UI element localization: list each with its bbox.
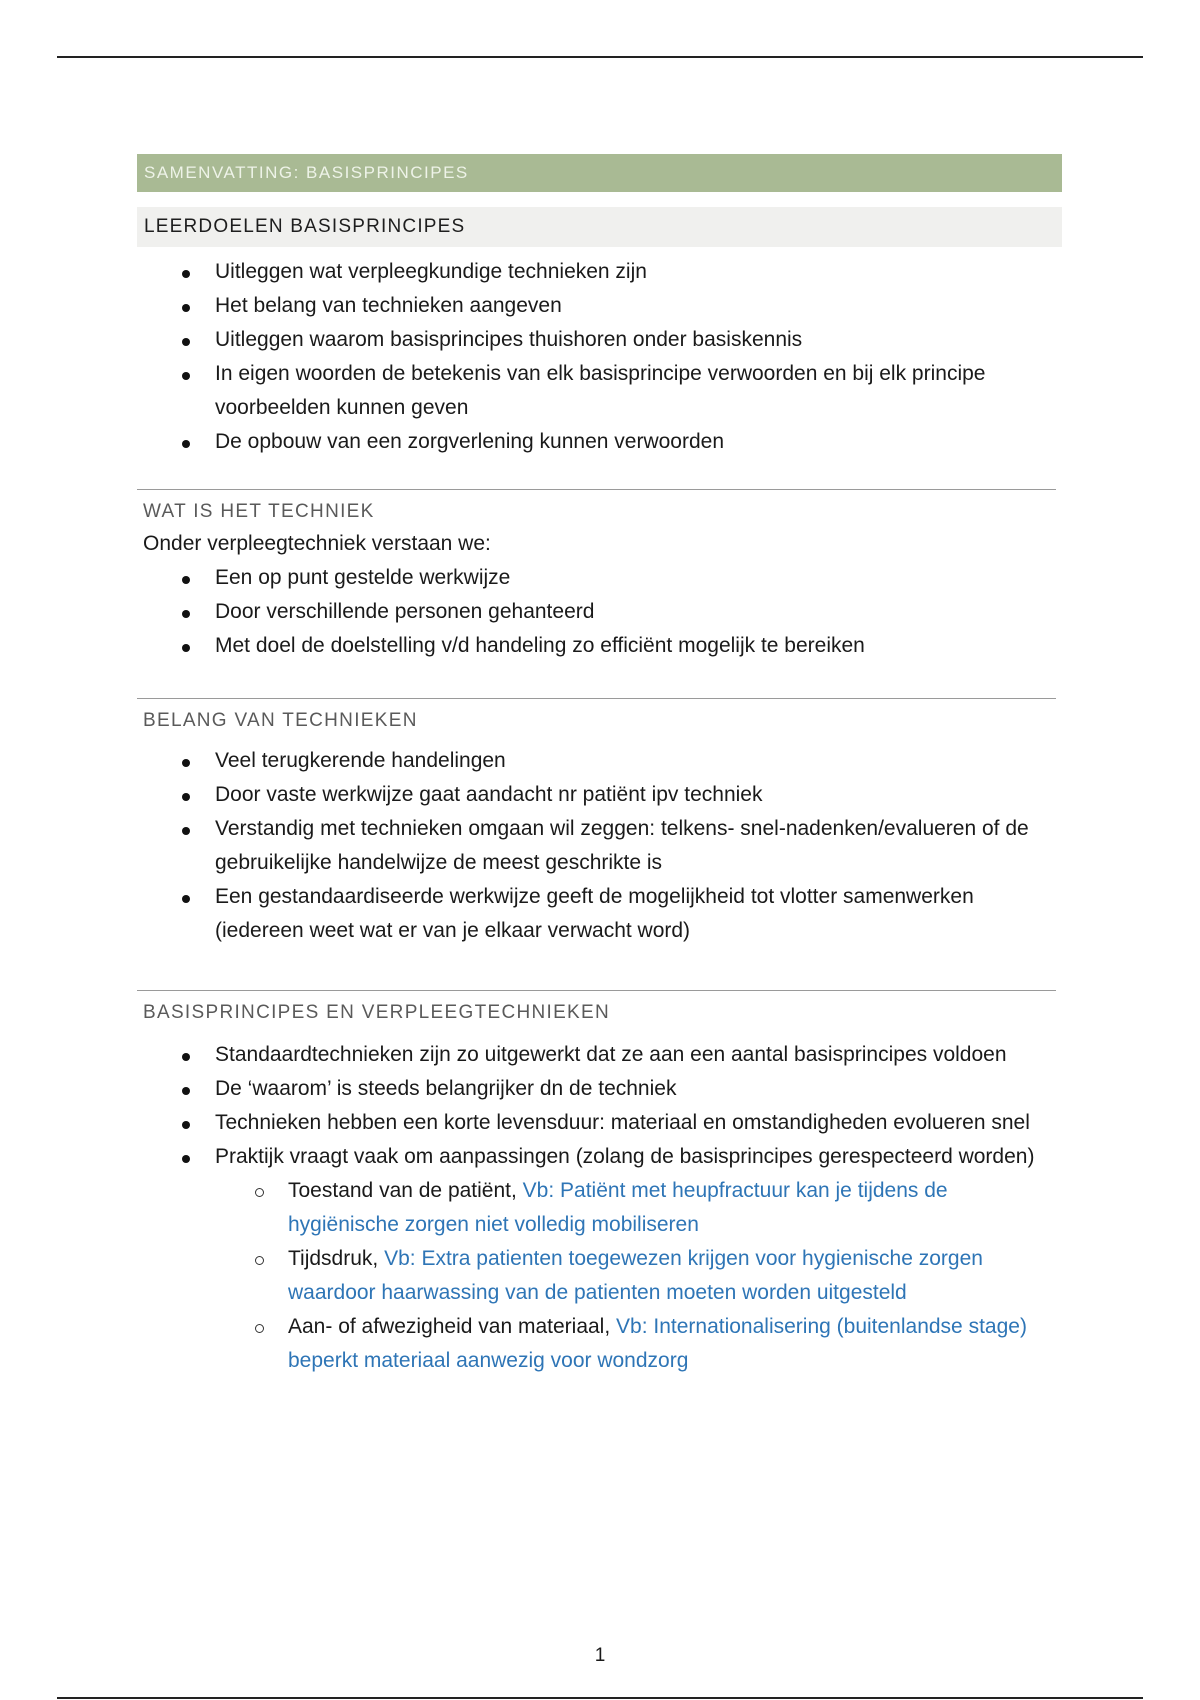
bullet-icon [182,304,190,312]
section-heading-basis: BASISPRINCIPES EN VERPLEEGTECHNIEKEN [143,1002,611,1023]
bullet-icon [182,372,190,380]
document-body [137,154,1062,1378]
list-item-text: De opbouw van een zorgverlening kunnen verwoorden [215,430,725,453]
footer-rule [57,1697,1143,1699]
basis-list [137,1038,1062,1378]
bullet-icon [182,576,190,584]
list-item [137,255,1062,289]
sub-item-example: Vb: Patiënt met heupfractuur kan je tijdens de hygiënische zorgen niet volledig mobiliseren [288,1179,948,1236]
list-item-text: De ‘waarom’ is steeds belangrijker dn de techniek [215,1077,677,1100]
page-number: 1 [594,1645,606,1666]
list-item [137,880,1062,948]
list-item [137,1072,1062,1106]
list-item-text: Een op punt gestelde werkwijze [215,566,511,589]
bullet-icon [182,1087,190,1095]
bullet-icon [182,338,190,346]
bullet-icon [182,610,190,618]
learning-goals-heading: LEERDOELEN BASISPRINCIPES [137,207,1062,247]
sub-item-example: Vb: Extra patienten toegewezen krijgen voor hygienische zorgen waardoor haarwassing van de patienten moeten worden uitgesteld [288,1247,983,1304]
section-heading-belang: BELANG VAN TECHNIEKEN [143,710,418,731]
sub-item-example: Vb: Internationalisering (buitenlandse stage) beperkt materiaal aanwezig voor wondzorg [288,1315,1027,1372]
section-divider [137,698,1056,699]
learning-goals-list [137,255,1062,459]
wat-list [137,561,1062,663]
section-intro: Onder verpleegtechniek verstaan we: [143,532,491,555]
list-item [137,629,1062,663]
list-item-text: Met doel de doelstelling v/d handeling zo efficiënt mogelijk te bereiken [215,634,865,657]
sub-list-item [215,1174,1052,1242]
list-item [137,812,1062,880]
bullet-icon [182,270,190,278]
list-item [137,357,1062,425]
sub-item-text: Aan- of afwezigheid van materiaal, [288,1315,617,1338]
list-item [137,778,1062,812]
list-item [137,323,1062,357]
bullet-icon [182,895,190,903]
bullet-icon [182,759,190,767]
list-item [137,1140,1062,1378]
list-item [137,561,1062,595]
list-item-text: Technieken hebben een korte levensduur: materiaal en omstandigheden evolueren snel [215,1111,1030,1134]
list-item-text: Uitleggen waarom basisprincipes thuishoren onder basiskennis [215,328,803,351]
circle-bullet-icon [255,1324,264,1333]
list-item-text: Het belang van technieken aangeven [215,294,562,317]
list-item-text: Een gestandaardiseerde werkwijze geeft de mogelijkheid tot vlotter samenwerken (iedereen weet wat er van je elkaar verwacht word) [215,885,974,942]
list-item-text: Verstandig met technieken omgaan wil zeggen: telkens- snel-nadenken/evalueren of de gebruikelijke handelwijze de meest geschrikte is [215,817,1029,874]
belang-list [137,744,1062,948]
list-item [137,289,1062,323]
list-item-text: Veel terugkerende handelingen [215,749,506,772]
section-divider [137,990,1056,991]
list-item-text: In eigen woorden de betekenis van elk basisprincipe verwoorden en bij elk principe voorbeelden kunnen geven [215,362,986,419]
bullet-icon [182,827,190,835]
bullet-icon [182,793,190,801]
bullet-icon [182,1121,190,1129]
bullet-icon [182,1155,190,1163]
list-item-text: Door vaste werkwijze gaat aandacht nr patiënt ipv techniek [215,783,763,806]
list-item [137,595,1062,629]
list-item-text: Praktijk vraagt vaak om aanpassingen (zolang de basisprincipes gerespecteerd worden) [215,1145,1035,1168]
sub-list-item [215,1310,1052,1378]
sub-item-text: Toestand van de patiënt, [288,1179,523,1202]
circle-bullet-icon [255,1256,264,1265]
list-item-text: Standaardtechnieken zijn zo uitgewerkt dat ze aan een aantal basisprincipes voldoen [215,1043,1007,1066]
bullet-icon [182,1053,190,1061]
list-item [137,744,1062,778]
list-item-text: Uitleggen wat verpleegkundige technieken zijn [215,260,647,283]
circle-bullet-icon [255,1188,264,1197]
section-heading-wat: WAT IS HET TECHNIEK [143,501,375,522]
list-item-text: Door verschillende personen gehanteerd [215,600,595,623]
sub-list-item [215,1242,1052,1310]
title-banner: SAMENVATTING: BASISPRINCIPES [137,154,1062,192]
list-item [137,425,1062,459]
sub-item-text: Tijdsdruk, [288,1247,385,1270]
bullet-icon [182,440,190,448]
section-divider [137,489,1056,490]
list-item [137,1106,1062,1140]
list-item [137,1038,1062,1072]
bullet-icon [182,644,190,652]
header-rule [57,56,1143,58]
sub-list [215,1174,1052,1378]
